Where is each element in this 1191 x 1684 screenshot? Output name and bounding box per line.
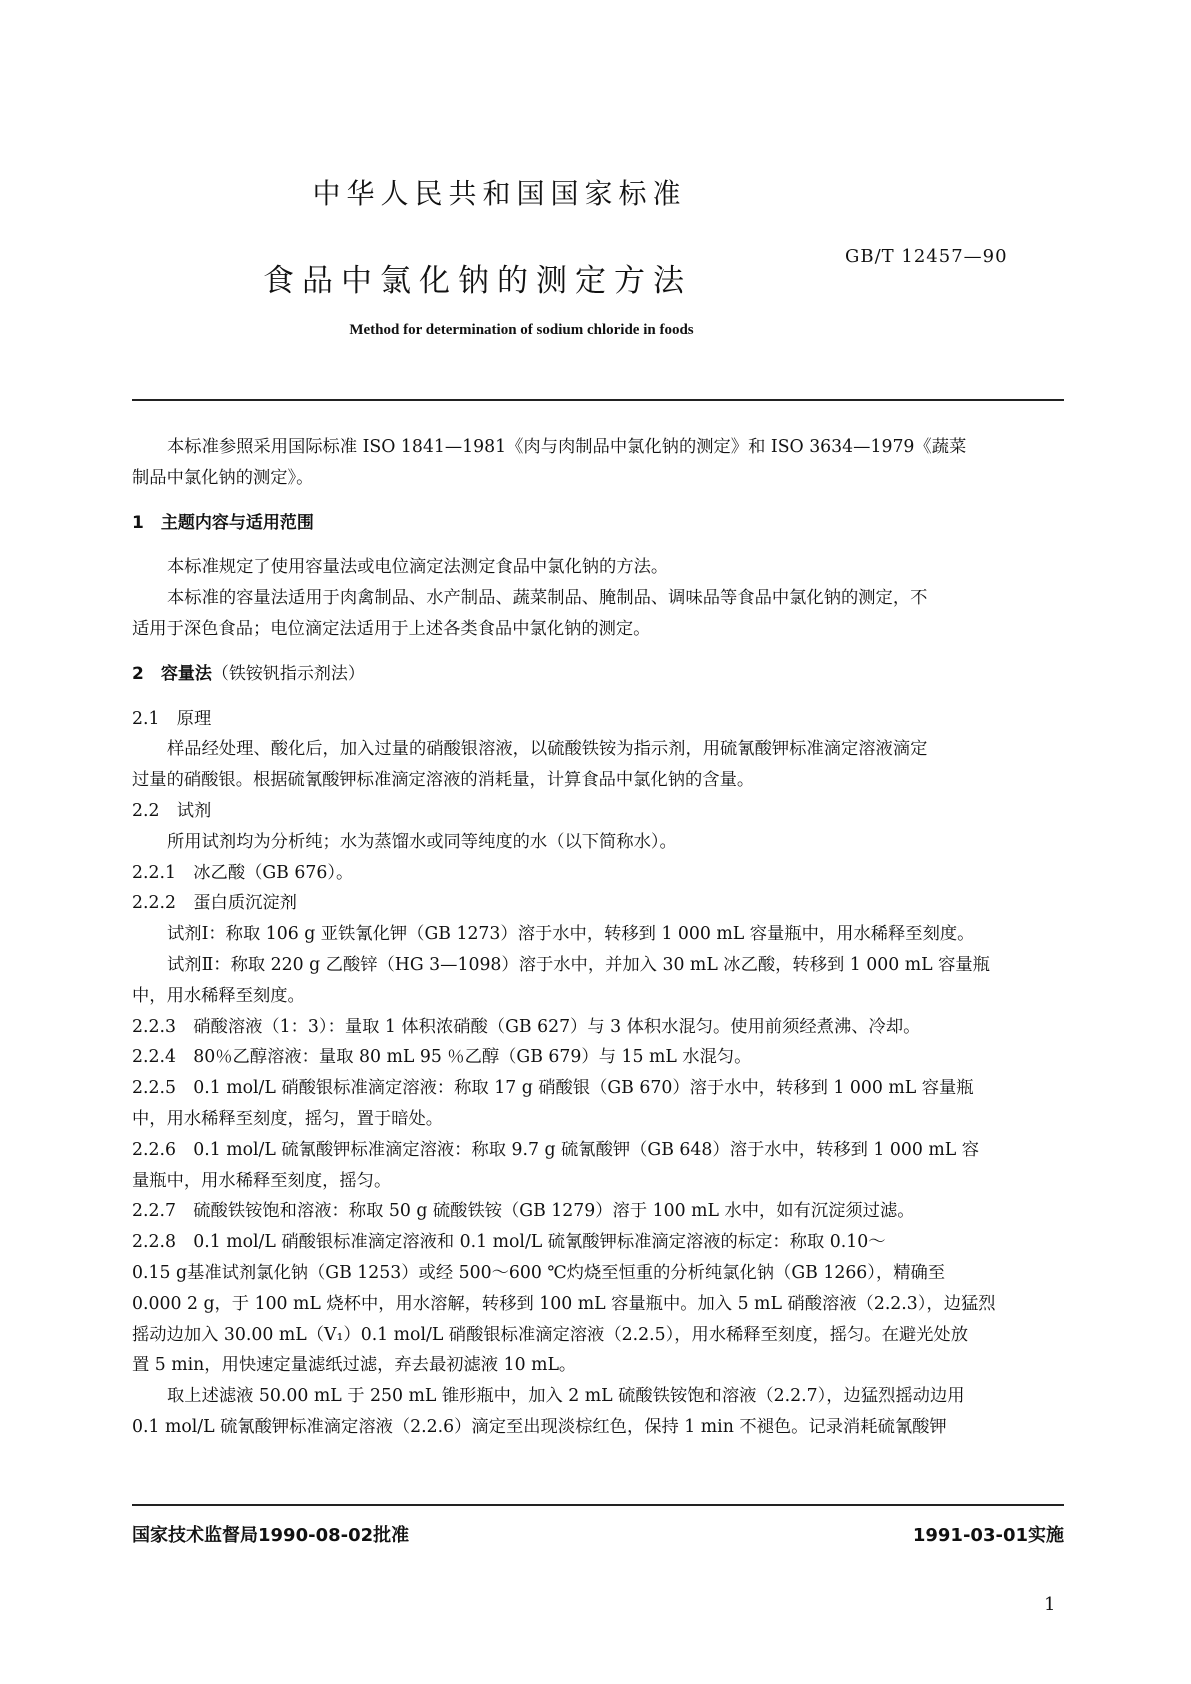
intro-line: 本标准参照采用国际标准 ISO 1841—1981《肉与肉制品中氯化钠的测定》和 ISO 3634—1979《蔬菜 <box>167 437 967 457</box>
paragraph-line: 中，用水稀释至刻度。 <box>132 985 305 1006</box>
implementation-date: 1991-03-01实施 <box>912 1525 1064 1546</box>
paragraph-line: 试剂Ⅱ：称取 220 g 乙酸锌（HG 3—1098）溶于水中，并加入 30 mL 冰乙酸，转移到 1 000 mL 容量瓶 <box>167 954 990 975</box>
paragraph-line: 量瓶中，用水稀释至刻度，摇匀。 <box>132 1170 392 1191</box>
section-2-heading: 2 容量法 <box>132 663 212 684</box>
top-divider <box>132 399 1064 401</box>
bottom-divider <box>132 1504 1064 1506</box>
paragraph-line: 过量的硝酸银。根据硫氰酸钾标准滴定溶液的消耗量，计算食品中氯化钠的含量。 <box>132 770 755 791</box>
paragraph-line: 0.15 g基准试剂氯化钠（GB 1253）或经 500～600 ℃灼烧至恒重的分析纯氯化钠（GB 1266），精确至 <box>132 1262 946 1283</box>
clause-line: 2.2.1 冰乙酸（GB 676）。 <box>132 862 354 883</box>
paragraph-line: 置 5 min，用快速定量滤纸过滤，弃去最初滤液 10 mL。 <box>132 1355 577 1376</box>
clause-heading: 2.1 原理 <box>132 708 212 729</box>
intro-line: 制品中氯化钠的测定》。 <box>132 467 314 488</box>
section-1-heading: 1 主题内容与适用范围 <box>132 512 314 533</box>
clause-line: 2.2.3 硝酸溶液（1：3）：量取 1 体积浓硝酸（GB 627）与 3 体积水混匀。使用前须经煮沸、冷却。 <box>132 1016 921 1037</box>
clause-line: 2.2.4 80％乙醇溶液：量取 80 mL 95 ％乙醇（GB 679）与 15 mL 水混匀。 <box>132 1047 752 1068</box>
clause-line: 2.2.5 0.1 mol/L 硝酸银标准滴定溶液：称取 17 g 硝酸银（GB 670）溶于水中，转移到 1 000 mL 容量瓶 <box>132 1078 974 1099</box>
paragraph-line: 摇动边加入 30.00 mL（V₁）0.1 mol/L 硝酸银标准滴定溶液（2.2.5），用水稀释至刻度，摇匀。在避光处放 <box>132 1324 968 1345</box>
paragraph-line: 适用于深色食品；电位滴定法适用于上述各类食品中氯化钠的测定。 <box>132 618 651 639</box>
section-heading <box>132 508 1064 539</box>
page-number: 1 <box>1044 1594 1056 1615</box>
paragraph-line: 取上述滤液 50.00 mL 于 250 mL 锥形瓶中，加入 2 mL 硫酸铁铵饱和溶液（2.2.7），边猛烈摇动边用 <box>167 1386 965 1407</box>
document-title-en: Method for determination of sodium chloride in foods <box>349 322 694 338</box>
section-2-heading-method: （铁铵钒指示剂法） <box>211 663 365 684</box>
paragraph-line: 本标准规定了使用容量法或电位滴定法测定食品中氯化钠的方法。 <box>167 557 669 578</box>
clause-heading: 2.2 试剂 <box>132 800 212 821</box>
national-standard-heading: 中华人民共和国国家标准 <box>312 177 687 210</box>
paragraph-line: 0.1 mol/L 硫氰酸钾标准滴定溶液（2.2.6）滴定至出现淡棕红色，保持 1 min 不褪色。记录消耗硫氰酸钾 <box>132 1416 947 1437</box>
clause-line: 2.2.7 硫酸铁铵饱和溶液：称取 50 g 硫酸铁铵（GB 1279）溶于 100 mL 水中，如有沉淀须过滤。 <box>132 1201 915 1222</box>
document-title-cn: 食品中氯化钠的测定方法 <box>263 263 692 299</box>
paragraph-line: 试剂Ⅰ：称取 106 g 亚铁氰化钾（GB 1273）溶于水中，转移到 1 000 mL 容量瓶中，用水稀释至刻度。 <box>167 924 975 945</box>
paragraph-line: 本标准的容量法适用于肉禽制品、水产制品、蔬菜制品、腌制品、调味品等食品中氯化钠的测定，不 <box>167 588 928 609</box>
paragraph-line: 0.000 2 g，于 100 mL 烧杯中，用水溶解，转移到 100 mL 容量瓶中。加入 5 mL 硝酸溶液（2.2.3），边猛烈 <box>132 1293 996 1314</box>
clause-line: 2.2.8 0.1 mol/L 硝酸银标准滴定溶液和 0.1 mol/L 硫氰酸钾标准滴定溶液的标定：称取 0.10～ <box>132 1232 886 1253</box>
standard-number: GB/T 12457—90 <box>845 246 1008 267</box>
paragraph-line: 所用试剂均为分析纯；水为蒸馏水或同等纯度的水（以下简称水）。 <box>167 831 677 852</box>
clause-heading: 2.2.2 蛋白质沉淀剂 <box>132 893 297 914</box>
document-body <box>132 432 1064 1443</box>
paragraph-line: 中，用水稀释至刻度，摇匀，置于暗处。 <box>132 1108 444 1129</box>
section-heading <box>132 659 1064 690</box>
approval-date: 国家技术监督局1990-08-02批准 <box>132 1525 410 1546</box>
clause-line: 2.2.6 0.1 mol/L 硫氰酸钾标准滴定溶液：称取 9.7 g 硫氰酸钾（GB 648）溶于水中，转移到 1 000 mL 容 <box>132 1139 980 1160</box>
paragraph-line: 样品经处理、酸化后，加入过量的硝酸银溶液，以硫酸铁铵为指示剂，用硫氰酸钾标准滴定溶液滴定 <box>167 739 928 760</box>
